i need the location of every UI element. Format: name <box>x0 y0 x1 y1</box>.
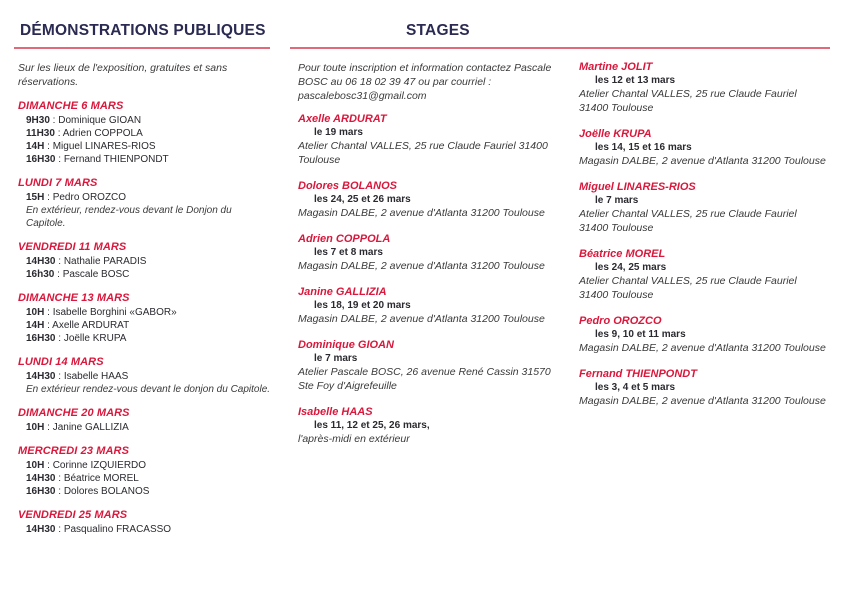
day-block <box>18 356 273 396</box>
demo-slot <box>26 306 273 319</box>
slot-separator: : <box>54 269 63 280</box>
slot-name: Nathalie PARADIS <box>63 256 147 267</box>
stages-rule <box>290 47 830 49</box>
slot-separator: : <box>44 307 53 318</box>
stage-dates: les 24, 25 mars <box>595 262 667 273</box>
slot-separator: : <box>54 128 63 139</box>
stage-name: Pedro OROZCO <box>579 315 662 327</box>
stage-item <box>579 368 827 408</box>
stage-name: Adrien COPPOLA <box>298 233 391 245</box>
slot-separator: : <box>44 422 53 433</box>
slot-time: 14H <box>26 141 45 152</box>
slot-time: 14H30 <box>26 524 56 535</box>
slot-separator: : <box>44 141 53 152</box>
stage-place: Magasin DALBE, 2 avenue d'Atlanta 31200 Toulouse <box>298 313 545 325</box>
day-title: DIMANCHE 13 MARS <box>18 292 130 304</box>
demo-slot <box>26 459 273 472</box>
slot-time: 16H30 <box>26 154 56 165</box>
slot-time: 10H <box>26 422 45 433</box>
stage-name: Axelle ARDURAT <box>298 113 387 125</box>
slot-separator: : <box>55 473 64 484</box>
day-block <box>18 100 273 166</box>
stage-item <box>298 406 556 446</box>
demo-slot <box>26 319 273 332</box>
day-title: VENDREDI 25 MARS <box>18 509 128 521</box>
slot-time: 14H30 <box>26 371 56 382</box>
day-note: En extérieur, rendez-vous devant le Donjon du Capitole. <box>26 205 232 229</box>
slot-separator: : <box>55 371 64 382</box>
slot-name: Miguel LINARES-RIOS <box>52 141 156 152</box>
demo-slot <box>26 332 273 345</box>
day-block <box>18 292 273 345</box>
stage-item <box>298 113 556 167</box>
slot-name: Dominique GIOAN <box>58 115 142 126</box>
slot-name: Joëlle KRUPA <box>63 333 127 344</box>
stage-name: Dominique GIOAN <box>298 339 394 351</box>
demo-slot <box>26 370 273 383</box>
day-title: DIMANCHE 20 MARS <box>18 407 130 419</box>
stage-item <box>579 61 827 115</box>
slot-separator: : <box>44 192 53 203</box>
stages-intro: Pour toute inscription et information contactez Pascale BOSC au 06 18 02 39 47 ou par courriel : pascalebosc31@gmail.com <box>298 62 552 102</box>
stage-place: Magasin DALBE, 2 avenue d'Atlanta 31200 Toulouse <box>579 395 826 407</box>
slot-name: Pascale BOSC <box>62 269 130 280</box>
slot-name: Axelle ARDURAT <box>52 320 130 331</box>
stages-list-right <box>579 61 827 408</box>
stage-dates: les 24, 25 et 26 mars <box>314 194 411 205</box>
stage-dates: les 14, 15 et 16 mars <box>595 142 692 153</box>
slot-time: 16h30 <box>26 269 55 280</box>
stage-item <box>298 286 556 326</box>
slot-name: Corinne IZQUIERDO <box>52 460 147 471</box>
stage-dates: les 12 et 13 mars <box>595 75 676 86</box>
slot-name: Isabelle HAAS <box>63 371 129 382</box>
slot-time: 10H <box>26 307 45 318</box>
day-block <box>18 177 273 230</box>
stage-name: Joëlle KRUPA <box>579 128 652 140</box>
day-title: LUNDI 14 MARS <box>18 356 104 368</box>
slot-time: 9H30 <box>26 115 50 126</box>
stage-dates: les 3, 4 et 5 mars <box>595 382 676 393</box>
slot-time: 14H30 <box>26 256 56 267</box>
demo-slot <box>26 114 273 127</box>
stage-name: Isabelle HAAS <box>298 406 373 418</box>
slot-name: Dolores BOLANOS <box>63 486 150 497</box>
slot-separator: : <box>44 320 53 331</box>
stages-title: STAGES <box>406 22 470 39</box>
stage-item <box>579 315 827 355</box>
slot-separator: : <box>55 256 64 267</box>
stage-name: Martine JOLIT <box>579 61 653 73</box>
stage-place: Atelier Chantal VALLES, 25 rue Claude Fauriel 31400 Toulouse <box>579 275 797 301</box>
demo-slot <box>26 472 273 485</box>
demo-slot <box>26 485 273 498</box>
slot-name: Pedro OROZCO <box>52 192 127 203</box>
slot-separator: : <box>44 460 53 471</box>
slot-time: 14H30 <box>26 473 56 484</box>
slot-name: Isabelle Borghini «GABOR» <box>52 307 177 318</box>
slot-separator: : <box>55 154 64 165</box>
slot-name: Janine GALLIZIA <box>52 422 129 433</box>
stage-place: Atelier Chantal VALLES, 25 rue Claude Fauriel 31400 Toulouse <box>298 140 548 166</box>
demonstrations-intro: Sur les lieux de l'exposition, gratuites et sans réservations. <box>18 62 228 88</box>
slot-time: 14H <box>26 320 45 331</box>
slot-time: 10H <box>26 460 45 471</box>
slot-separator: : <box>49 115 59 126</box>
demonstrations-rule <box>14 47 270 49</box>
day-title: DIMANCHE 6 MARS <box>18 100 124 112</box>
demo-slot <box>26 421 273 434</box>
demonstrations-title: DÉMONSTRATIONS PUBLIQUES <box>20 22 266 39</box>
day-title: VENDREDI 11 MARS <box>18 241 127 253</box>
stage-place: Magasin DALBE, 2 avenue d'Atlanta 31200 Toulouse <box>579 342 826 354</box>
stage-place: Magasin DALBE, 2 avenue d'Atlanta 31200 Toulouse <box>298 260 545 272</box>
slot-name: Béatrice MOREL <box>63 473 139 484</box>
stage-name: Miguel LINARES-RIOS <box>579 181 696 193</box>
stage-item <box>298 339 556 393</box>
stage-item <box>579 248 827 302</box>
slot-time: 15H <box>26 192 45 203</box>
slot-time: 16H30 <box>26 333 56 344</box>
stage-dates: les 18, 19 et 20 mars <box>314 300 411 311</box>
demo-slot <box>26 255 273 268</box>
demo-slot <box>26 268 273 281</box>
day-block <box>18 509 273 536</box>
stage-item <box>298 233 556 273</box>
stage-name: Béatrice MOREL <box>579 248 666 260</box>
stage-item <box>298 180 556 220</box>
stage-place: Atelier Chantal VALLES, 25 rue Claude Fauriel 31400 Toulouse <box>579 208 797 234</box>
stage-place: Magasin DALBE, 2 avenue d'Atlanta 31200 Toulouse <box>579 155 826 167</box>
stage-dates: les 11, 12 et 25, 26 mars, <box>314 420 430 431</box>
stage-name: Fernand THIENPONDT <box>579 368 697 380</box>
stage-name: Janine GALLIZIA <box>298 286 387 298</box>
demo-slot <box>26 153 273 166</box>
stage-item <box>579 128 827 168</box>
day-block <box>18 445 273 498</box>
stage-place: l'après-midi en extérieur <box>298 433 410 445</box>
day-title: LUNDI 7 MARS <box>18 177 98 189</box>
slot-time: 11H30 <box>26 128 55 139</box>
demo-slot <box>26 140 273 153</box>
stage-place: Atelier Chantal VALLES, 25 rue Claude Fauriel 31400 Toulouse <box>579 88 797 114</box>
stage-dates: le 19 mars <box>314 127 363 138</box>
demo-slot <box>26 523 273 536</box>
slot-separator: : <box>55 486 64 497</box>
day-title: MERCREDI 23 MARS <box>18 445 130 457</box>
slot-name: Fernand THIENPONDT <box>63 154 169 165</box>
stage-place: Magasin DALBE, 2 avenue d'Atlanta 31200 Toulouse <box>298 207 545 219</box>
slot-name: Pasqualino FRACASSO <box>63 524 172 535</box>
days-list <box>18 100 273 536</box>
demo-slot <box>26 191 273 204</box>
slot-time: 16H30 <box>26 486 56 497</box>
stage-dates: les 7 et 8 mars <box>314 247 383 258</box>
stage-place: Atelier Pascale BOSC, 26 avenue René Cassin 31570 Ste Foy d'Aigrefeuille <box>298 366 551 392</box>
day-note: En extérieur rendez-vous devant le donjon du Capitole. <box>26 384 271 395</box>
stage-dates: les 9, 10 et 11 mars <box>595 329 686 340</box>
stage-item <box>579 181 827 235</box>
day-block <box>18 407 273 434</box>
stage-name: Dolores BOLANOS <box>298 180 398 192</box>
day-block <box>18 241 273 281</box>
slot-name: Adrien COPPOLA <box>62 128 143 139</box>
stage-dates: le 7 mars <box>595 195 639 206</box>
slot-separator: : <box>55 524 64 535</box>
stages-list-left <box>298 113 556 446</box>
slot-separator: : <box>55 333 64 344</box>
demo-slot <box>26 127 273 140</box>
stage-dates: le 7 mars <box>314 353 358 364</box>
